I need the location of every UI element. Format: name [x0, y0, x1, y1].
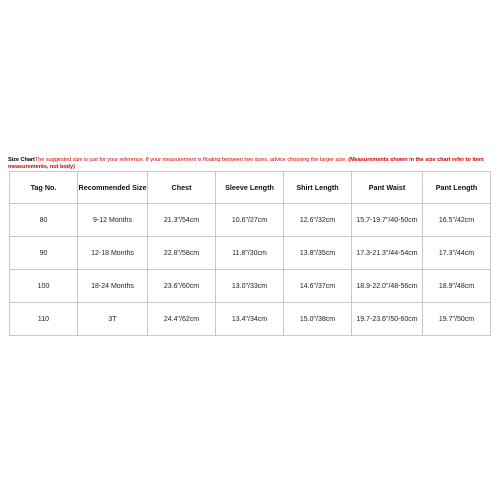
cell-shirt-length: 15.0"/38cm	[284, 303, 352, 336]
size-chart-note	[8, 157, 494, 171]
cell-sleeve-length: 13.4"/34cm	[216, 303, 284, 336]
cell-sleeve-length: 10.6"/27cm	[216, 204, 284, 237]
cell-shirt-length: 12.6"/32cm	[284, 204, 352, 237]
size-chart-title: Size Chart	[8, 157, 35, 163]
size-chart-table	[9, 171, 491, 336]
cell-tag-no: 100	[10, 270, 78, 303]
cell-pant-waist: 18.9-22.0"/48-56cm	[352, 270, 423, 303]
cell-tag-no: 90	[10, 237, 78, 270]
header-pant-waist: Pant Waist	[352, 172, 423, 204]
cell-recommended-size: 3T	[78, 303, 148, 336]
table-header-row	[10, 172, 491, 204]
header-recommended-size: Recommended Size	[78, 172, 148, 204]
cell-pant-waist: 17.3-21.3"/44-54cm	[352, 237, 423, 270]
header-shirt-length: Shirt Length	[284, 172, 352, 204]
header-pant-length: Pant Length	[423, 172, 491, 204]
cell-chest: 23.6"/60cm	[148, 270, 216, 303]
cell-pant-waist: 15.7-19.7"/40-50cm	[352, 204, 423, 237]
cell-pant-length: 17.3"/44cm	[423, 237, 491, 270]
table-row	[10, 303, 491, 336]
cell-pant-length: 16.5"/42cm	[423, 204, 491, 237]
cell-recommended-size: 18-24 Months	[78, 270, 148, 303]
size-chart-advice: The suggested size is just for your reference. If your measurement is floating between two sizes, advice choosing the larger size.	[34, 157, 349, 163]
header-tag-no: Tag No.	[10, 172, 78, 204]
table-row	[10, 270, 491, 303]
cell-recommended-size: 9-12 Months	[78, 204, 148, 237]
size-chart-disclaimer: (Measurements shown in the size chart refer to item measurements, not body)	[8, 157, 484, 170]
cell-shirt-length: 13.8"/35cm	[284, 237, 352, 270]
table-row	[10, 204, 491, 237]
cell-pant-waist: 19.7-23.6"/50-60cm	[352, 303, 423, 336]
cell-sleeve-length: 11.8"/30cm	[216, 237, 284, 270]
cell-pant-length: 18.9"/48cm	[423, 270, 491, 303]
cell-tag-no: 110	[10, 303, 78, 336]
cell-chest: 24.4"/62cm	[148, 303, 216, 336]
header-sleeve-length: Sleeve Length	[216, 172, 284, 204]
table-row	[10, 237, 491, 270]
cell-sleeve-length: 13.0"/33cm	[216, 270, 284, 303]
cell-chest: 22.8"/58cm	[148, 237, 216, 270]
cell-tag-no: 80	[10, 204, 78, 237]
cell-recommended-size: 12-18 Months	[78, 237, 148, 270]
cell-pant-length: 19.7"/50cm	[423, 303, 491, 336]
cell-shirt-length: 14.6"/37cm	[284, 270, 352, 303]
cell-chest: 21.3"/54cm	[148, 204, 216, 237]
header-chest: Chest	[148, 172, 216, 204]
